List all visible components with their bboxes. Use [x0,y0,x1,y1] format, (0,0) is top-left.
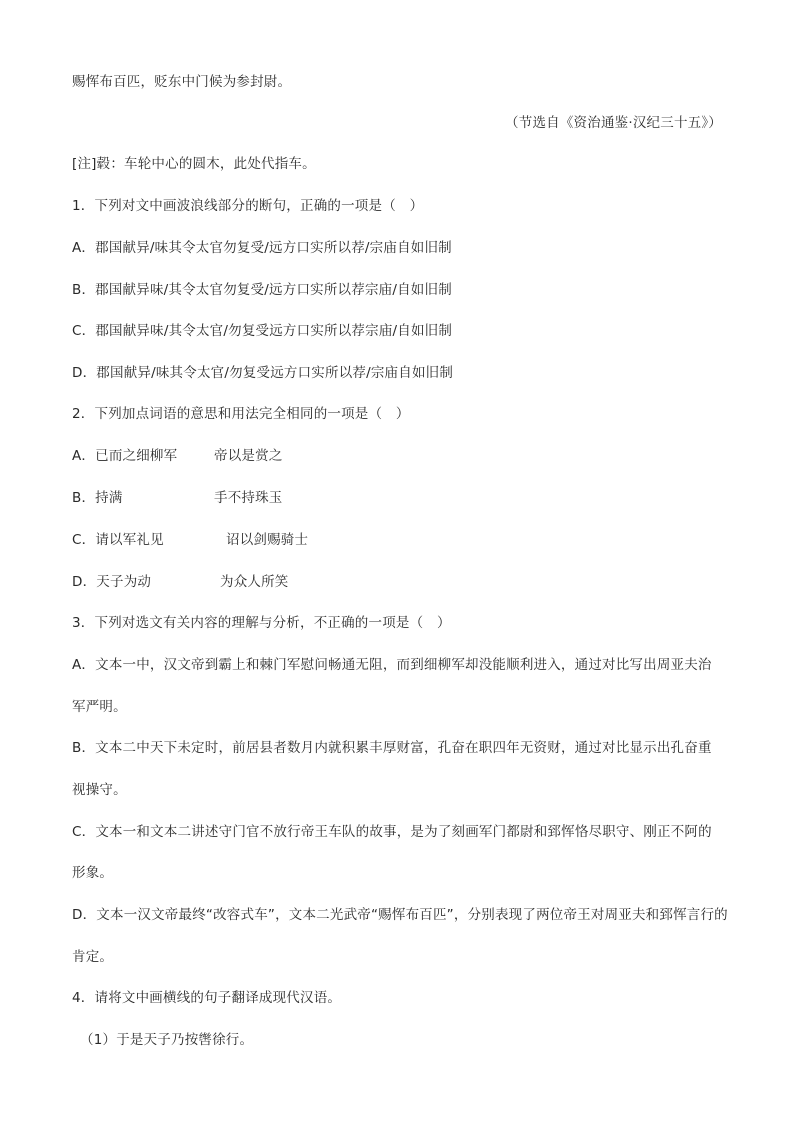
annotation-note: [注]毂：车轮中心的圆木，此处代指车。 [72,156,316,172]
question-3-option-b: B．文本二中天下未定时，前居县者数月内就积累丰厚财富，孔奋在职四年无资财，通过对比显示出孔奋重 [72,740,712,756]
option-d-right: 为众人所笑 [220,574,289,590]
question-3-stem: 3．下列对选文有关内容的理解与分析，不正确的一项是（ ） [72,615,451,631]
option-c-right: 诏以剑赐骑士 [226,532,309,548]
option-b-right: 手不持珠玉 [214,490,283,506]
question-1-option-c: C．郡国献异味/其令太官/勿复受远方口实所以荐宗庙/自如旧制 [72,323,453,339]
question-3-option-c-cont: 形象。 [72,865,114,881]
question-4-item-1: （1）于是天子乃按辔徐行。 [80,1032,254,1048]
option-b-left: B．持满 [72,490,123,506]
question-2-option-a [72,446,472,466]
question-2-option-b [72,488,472,508]
question-3-option-d-cont: 肯定。 [72,949,114,965]
question-3-option-d: D．文本一汉文帝最终“改容式车”，文本二光武帝“赐恽布百匹”，分别表现了两位帝王对周亚夫和郅恽言行的 [72,907,728,923]
source-citation: （节选自《资治通鉴·汉纪三十五》） [505,115,722,131]
question-2-stem: 2．下列加点词语的意思和用法完全相同的一项是（ ） [72,406,410,422]
question-3-option-a-cont: 军严明。 [72,699,127,715]
option-a-right: 帝以是赏之 [214,448,283,464]
option-c-left: C．请以军礼见 [72,532,164,548]
option-d-left: D．天子为动 [72,574,152,590]
question-3-option-b-cont: 视操守。 [72,782,127,798]
question-3-option-a: A．文本一中，汉文帝到霸上和棘门军慰问畅通无阻，而到细柳军却没能顺利进入，通过对比写出周亚夫治 [72,657,712,673]
option-a-left: A．已而之细柳军 [72,448,178,464]
question-2-option-d [72,572,472,592]
question-2-option-c [72,530,472,550]
question-1-option-d: D．郡国献异/味其令太官/勿复受远方口实所以荐/宗庙自如旧制 [72,365,454,381]
question-1-option-b: B．郡国献异味/其令太官勿复受/远方口实所以荐宗庙/自如旧制 [72,282,452,298]
question-4-stem: 4．请将文中画横线的句子翻译成现代汉语。 [72,990,342,1006]
question-1-stem: 1．下列对文中画波浪线部分的断句，正确的一项是（ ） [72,198,424,214]
text-line: 赐恽布百匹，贬东中门候为参封尉。 [72,74,292,90]
question-1-option-a: A．郡国献异/味其令太官勿复受/远方口实所以荐/宗庙自如旧制 [72,240,452,256]
question-3-option-c: C．文本一和文本二讲述守门官不放行帝王车队的故事，是为了刻画军门都尉和郅恽恪尽职守、刚正不阿的 [72,824,712,840]
